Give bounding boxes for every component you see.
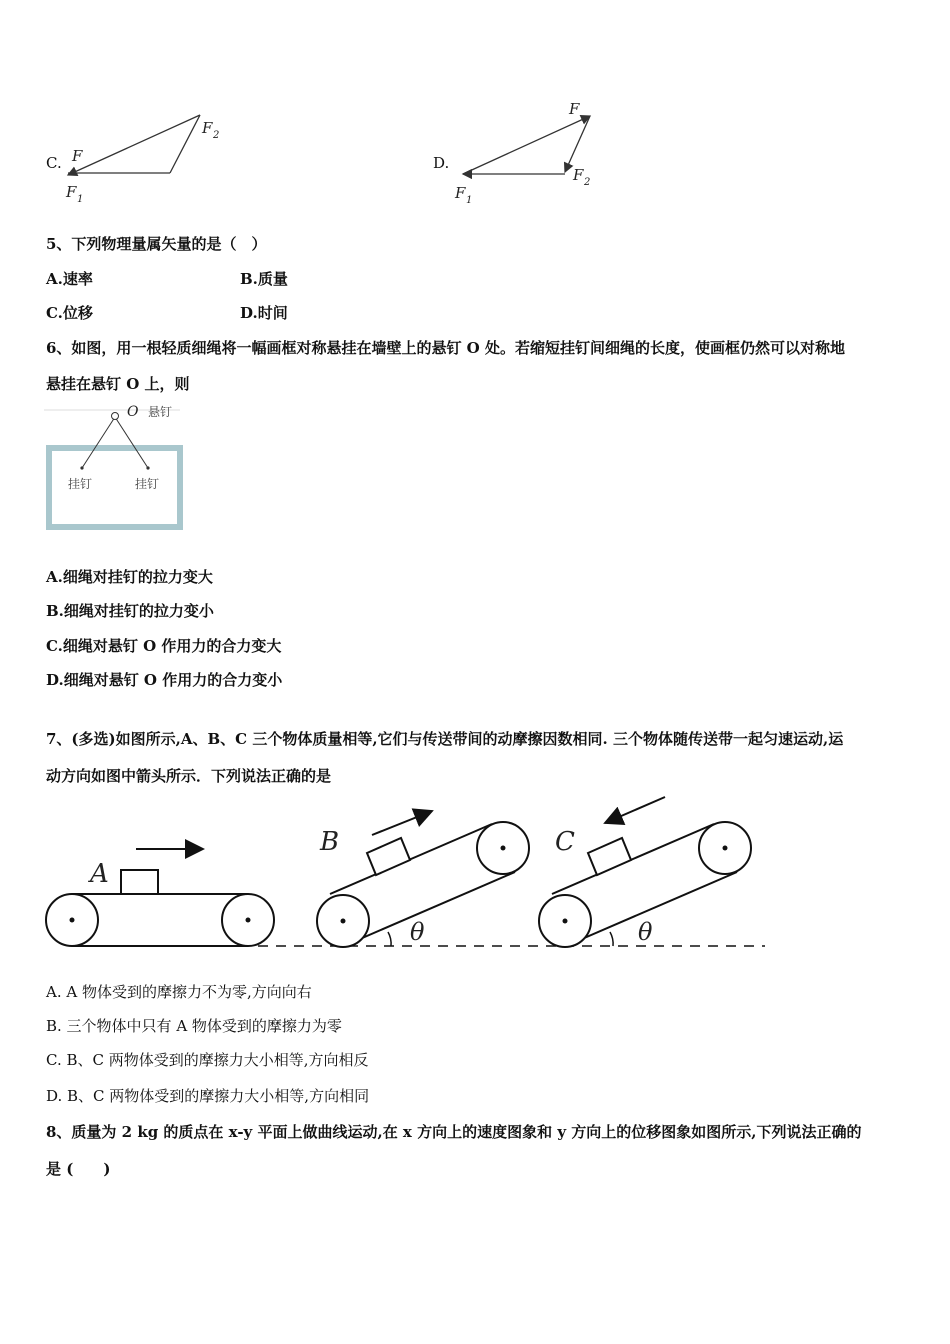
q4c-vector-f2 (170, 115, 200, 173)
q4d-label-f2: F (573, 166, 584, 184)
q7-block-a (121, 870, 158, 894)
q7-arrow-c (605, 797, 665, 823)
q7-angle-arc-c (610, 932, 613, 946)
q6-option-a: A.细绳对挂钉的拉力变大 (46, 568, 213, 586)
q6-label-peg-left: 挂钉 (68, 477, 93, 491)
q4-option-d-diagram (455, 100, 655, 210)
q4-option-c-diagram (60, 105, 260, 215)
q7-belt-a (46, 849, 274, 946)
q7-label-theta-b: θ (410, 918, 425, 946)
q7-option-d: D. B、C 两物体受到的摩擦力大小相等,方向相同 (46, 1087, 370, 1105)
q5-option-b: B.质量 (240, 270, 288, 288)
q7-option-c: C. B、C 两物体受到的摩擦力大小相等,方向相反 (46, 1051, 369, 1069)
q7-arrow-b (372, 811, 432, 835)
q5-option-a: A.速率 (46, 270, 93, 288)
q6-peg-left (80, 466, 83, 469)
q4d-label-f2-sub: 2 (584, 177, 591, 188)
q4d-vector-f (463, 116, 590, 174)
q4c-label-f2: F (202, 119, 213, 137)
q6-option-b: B.细绳对挂钉的拉力变小 (46, 602, 214, 620)
q4c-label-f2-sub: 2 (213, 130, 220, 141)
q4c-label-f: F (72, 147, 83, 165)
q7-label-a: A (90, 859, 109, 889)
q8-stem-line1: 8、质量为 2 kg 的质点在 x-y 平面上做曲线运动,在 x 方向上的速度图象和 y 方向上的位移图象如图所示,下列说法正确的 (46, 1123, 862, 1141)
q6-label-peg-right: 挂钉 (135, 477, 160, 491)
q6-picture-frame-figure (44, 402, 194, 532)
q7-label-b: B (320, 827, 340, 857)
q5-option-c: C.位移 (46, 304, 93, 322)
q7-stem-line1: 7、(多选)如图所示,A、B、C 三个物体质量相等,它们与传送带间的动摩擦因数相同. 三个物体随传送带一起匀速运动,运 (46, 730, 844, 748)
q7-label-theta-c: θ (638, 918, 653, 946)
q7-belt-b (317, 811, 529, 947)
q4c-label-f1-sub: 1 (77, 194, 84, 205)
q4d-label-f1-sub: 1 (466, 195, 473, 206)
q6-peg-right (146, 466, 149, 469)
q6-option-d: D.细绳对悬钉 O 作用力的合力变小 (46, 671, 283, 689)
q7-block-c (588, 838, 631, 875)
q6-label-o: O (127, 404, 139, 420)
q6-string-right (115, 417, 148, 468)
q6-string-left (82, 417, 115, 468)
q4-option-d-letter: D. (433, 154, 450, 172)
q7-stem-line2: 动方向如图中箭头所示．下列说法正确的是 (46, 767, 332, 785)
q6-label-hang-nail: 悬钉 (148, 405, 173, 419)
q4c-vector-f (68, 115, 200, 175)
q7-block-b (367, 838, 410, 875)
q7-option-b: B. 三个物体中只有 A 物体受到的摩擦力为零 (46, 1017, 342, 1035)
q4d-label-f1: F (455, 184, 466, 202)
q7-angle-arc-b (388, 932, 391, 946)
q6-nail-o (112, 413, 119, 420)
q6-stem-line2: 悬挂在悬钉 O 上，则 (46, 375, 190, 393)
q4c-label-f1: F (66, 183, 77, 201)
q5-stem: 5、下列物理量属矢量的是（ ） (46, 235, 267, 253)
q5-option-d: D.时间 (240, 304, 288, 322)
q4d-label-f: F (569, 100, 580, 118)
q7-option-a: A. A 物体受到的摩擦力不为零,方向向右 (46, 983, 312, 1001)
q6-stem-line1: 6、如图，用一根轻质细绳将一幅画框对称悬挂在墙壁上的悬钉 O 处。若缩短挂钉间细绳的长度，使画框仍然可以对称地 (46, 339, 845, 357)
q7-conveyor-figure (40, 793, 770, 953)
q6-option-c: C.细绳对悬钉 O 作用力的合力变大 (46, 637, 282, 655)
q7-belt-c (539, 797, 751, 947)
q4d-vector-f2 (565, 116, 590, 172)
q7-label-c: C (555, 827, 575, 857)
q4-option-c-letter: C. (46, 154, 62, 172)
q8-stem-line2: 是 ( ) (46, 1160, 111, 1178)
